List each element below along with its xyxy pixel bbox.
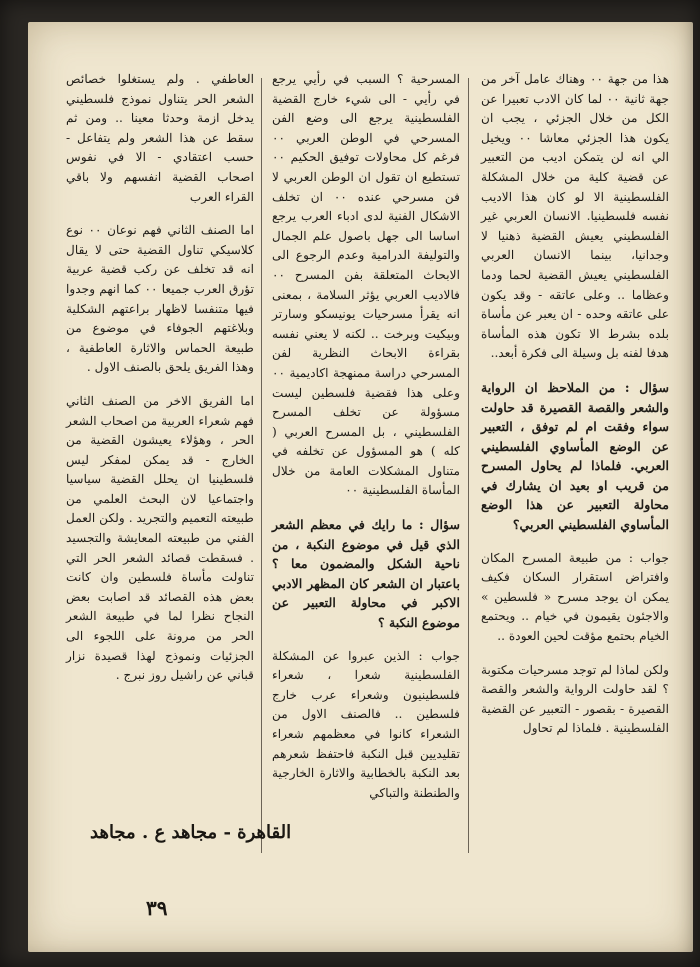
paragraph: هذا من جهة ٠٠ وهناك عامل آخر من جهة ثانية ٠٠ لما كان الادب تعبيرا عن الكل من خلال الجزئي ، يجب ان يكون هذا الجزئي معاشا ٠٠ ويخيل الي انه لن يتمكن اديب من التعبير عن قضية كلية من خلال المشكلة الفلسطينية الا لو كان هذا الاديب نفسه فلسطينيا. الانسان العربي غير الفلسطيني يعيش القضية ذهنيا لا وجدانيا، بينما الانسان العربي الفلسطيني يعيش القضية لحما ودما وعظاما .. وعلى عاتقه - وقد يكون على عاتقه وحده - ان يعبر عن مأساة بلده بشرط الا تكون هذه المأساة هدفا لفنه بل وسيلة الى فكرة أبعد..	[481, 72, 669, 361]
column-middle	[272, 70, 460, 817]
paragraph: اما الفريق الاخر من الصنف الثاني فهم شعراء العربية من اصحاب الشعر الحر ، وهؤلاء يعيشون القضية من الخارج - قد يمكن لمفكر ليس فلسطينيا ان يحلل القضية سياسيا واجتماعيا لان البحث العلمي من طبيعته التعميم والتجريد . ولكن العمل الفني من طبيعته المعايشة والتجسيد . فسقطت قصائد الشعر الحر التي تناولت مأساة فلسطين وان كانت بعض هذه القصائد قد اصابت بعض النجاح نظرا لما في طبيعة الشعر الحر من مرونة على اللجوء الى الجزئيات ونموذج لهذا قصيدة نزار قباني عن راشيل روز نبرج .	[66, 393, 254, 683]
column-left	[66, 70, 254, 700]
page-number: ٣٩	[146, 896, 168, 920]
column-right	[481, 70, 669, 753]
paragraph: العاطفي . ولم يستغلوا خصائص الشعر الحر يتناول نموذج فلسطيني يدخل ازمة وحدثا معينا .. ومن ثم سقط عن هذا الشعر ولم يتفاعل - حسب اعتقادي - الا في نفوس اصحاب القضية انفسهم ولا باقي القراء العرب	[66, 72, 254, 204]
column-divider	[468, 78, 469, 853]
author-signature: القاهرة - مجاهد ع . مجاهد	[90, 822, 292, 843]
paragraph: اما الصنف الثاني فهم نوعان ٠٠ نوع كلاسيكي تناول القضية حتى لا يقال انه قد تخلف عن ركب قضية عربية تؤرق العرب جميعا ٠٠ كما انهم وجدوا فيها متنفسا لاظهار براعتهم الشكلية وبلاغتهم الجوفاء في موضوع من طبيعة الحماس والاثارة العاطفية ، وهذا الفريق يلحق بالصنف الاول .	[66, 223, 254, 375]
paragraph: ولكن لماذا لم توجد مسرحيات مكتوبة ؟ لقد حاولت الرواية والشعر والقصة القصيرة - بقصور - التعبير عن القضية الفلسطينية . فلماذا لم تحاول	[481, 662, 669, 736]
magazine-page	[28, 22, 693, 952]
question: سؤال : من الملاحظ ان الرواية والشعر والقصة القصيرة قد حاولت سواء وفقت ام لم توفق ، التعبير عن الوضع المأساوي الفلسطيني العربي. فلماذا لم يحاول المسرح من قريب او بعيد ان يشارك في محاولة التعبير عن هذا الوضع المأساوي الفلسطيني العربي؟	[481, 379, 669, 533]
question: سؤال : ما رايك في معظم الشعر الذي قيل في موضوع النكبة ، من ناحية الشكل والمضمون معا ؟ باعتبار ان الشعر كان المظهر الادبي الاكبر في محاولة التعبير عن موضوع النكبة ؟	[272, 517, 460, 631]
answer: جواب : من طبيعة المسرح المكان وافتراض استقرار السكان فكيف يمكن ان يوجد مسرح « فلسطين » والاجئون يقيمون في خيام .. ويحتمع الخيام بحتمع مؤقت لحين العودة ..	[481, 550, 669, 644]
paragraph: المسرحية ؟ السبب في رأيي يرجع في رأيي - الى شيء خارج القضية الفلسطينية يرجع الى وضع الفن المسرحي في الوطن العربي ٠٠ فرغم كل محاولات توفيق الحكيم ٠٠ تستطيع ان تقول ان الوطن العربي لا فن مسرحي عنده ٠٠ ان تخلف الاشكال الفنية لدى ادباء العرب يرجع اساسا الى جهل باصول علم الجمال والتوليفة الدرامية وعدم الرجوع الى الابحاث المتعلقة بفن المسرح ٠٠ فالاديب العربي يؤثر السلامة ، بمعنى انه يقرأ مسرحيات يونيسكو وسارتر وبيكيت وبرخت .. لكنه لا يعني نفسه بقراءة الابحاث النظرية لفن المسرحي دراسة ممنهجة اكاديمية ٠٠ وعلى هذا فقضية فلسطين ليست مسؤولة عن تخلف المسرح الفلسطيني ، بل المسرح العربي ( كله ) هو المسؤول عن تخلفه في متناول المشكلات العامة من خلال المأساة الفلسطينية ٠٠	[272, 72, 461, 498]
answer: جواب : الذين عبروا عن المشكلة الفلسطينية شعرا ، شعراء فلسطينيون وشعراء عرب خارج فلسطين .. فالصنف الاول من الشعراء كانوا في معظمهم شعراء تقليديين قبل النكبة فاحتفظ شعرهم بعد النكبة بالخطابية والاثارة الخارجية والطنطنة والتباكي	[272, 648, 460, 800]
column-divider	[261, 78, 262, 853]
